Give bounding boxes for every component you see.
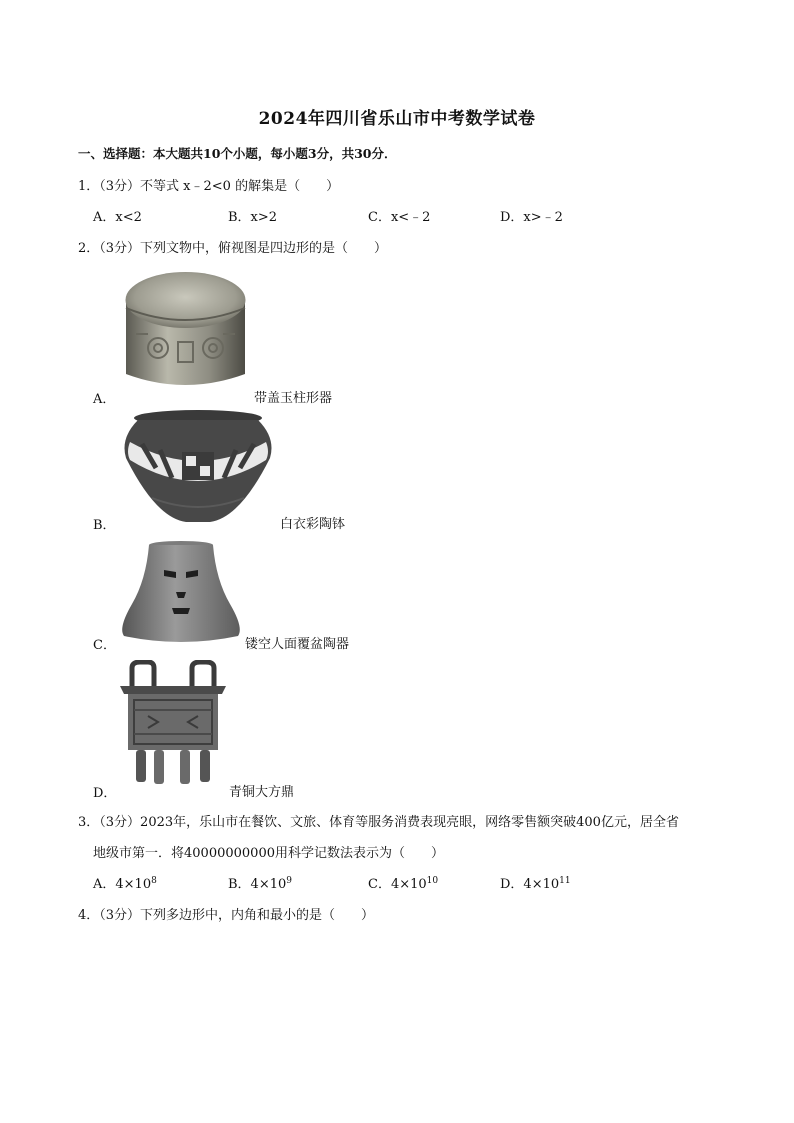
- question-1-option-d: D．x>﹣2: [500, 210, 563, 225]
- question-4-stem: 4．（3分）下列多边形中，内角和最小的是（ ）: [78, 908, 375, 923]
- question-2-option-a-caption: 带盖玉柱形器: [254, 391, 333, 406]
- question-2-stem: 2．（3分）下列文物中，俯视图是四边形的是（ ）: [78, 241, 388, 256]
- question-3-option-a: A．$4\times 10^8$: [93, 876, 157, 892]
- face-pottery-image: [118, 540, 244, 644]
- question-2-option-a-letter: A．: [93, 392, 116, 407]
- question-3-option-c: C．$4\times 10^{10}$: [368, 876, 439, 892]
- question-2-option-c-caption: 镂空人面覆盆陶器: [245, 637, 350, 652]
- question-1-option-a: A．x<2: [93, 210, 142, 225]
- question-2-option-b-caption: 白衣彩陶钵: [280, 517, 346, 532]
- section-heading: 一、选择题：本大题共10个小题，每小题3分，共30分．: [78, 146, 397, 161]
- question-1-stem: 1．（3分）不等式 x﹣2<0 的解集是（ ）: [78, 179, 340, 194]
- question-1-option-b: B．x>2: [228, 210, 278, 225]
- painted-bowl-image: [116, 408, 280, 524]
- question-2-option-b-letter: B．: [93, 518, 116, 533]
- question-2-option-d-letter: D．: [93, 786, 117, 801]
- question-3-stem-line-1: 3．（3分）2023年，乐山市在餐饮、文旅、体育等服务消费表现亮眼，网络零售额突破400亿元，居全省: [78, 815, 679, 830]
- question-3-option-b: B．$4\times 10^9$: [228, 876, 292, 892]
- jade-cylinder-image: [118, 262, 253, 394]
- question-1-option-c: C．x<﹣2: [368, 210, 431, 225]
- exam-title: 2024年四川省乐山市中考数学试卷: [258, 109, 536, 129]
- question-2-option-c-letter: C．: [93, 638, 116, 653]
- bronze-ding-image: [118, 660, 228, 786]
- question-3-option-d: D．$4\times 10^{11}$: [500, 876, 571, 892]
- question-3-stem-line-2: 地级市第一．将40000000000用科学记数法表示为（ ）: [93, 846, 444, 861]
- question-2-option-d-caption: 青铜大方鼎: [229, 785, 295, 800]
